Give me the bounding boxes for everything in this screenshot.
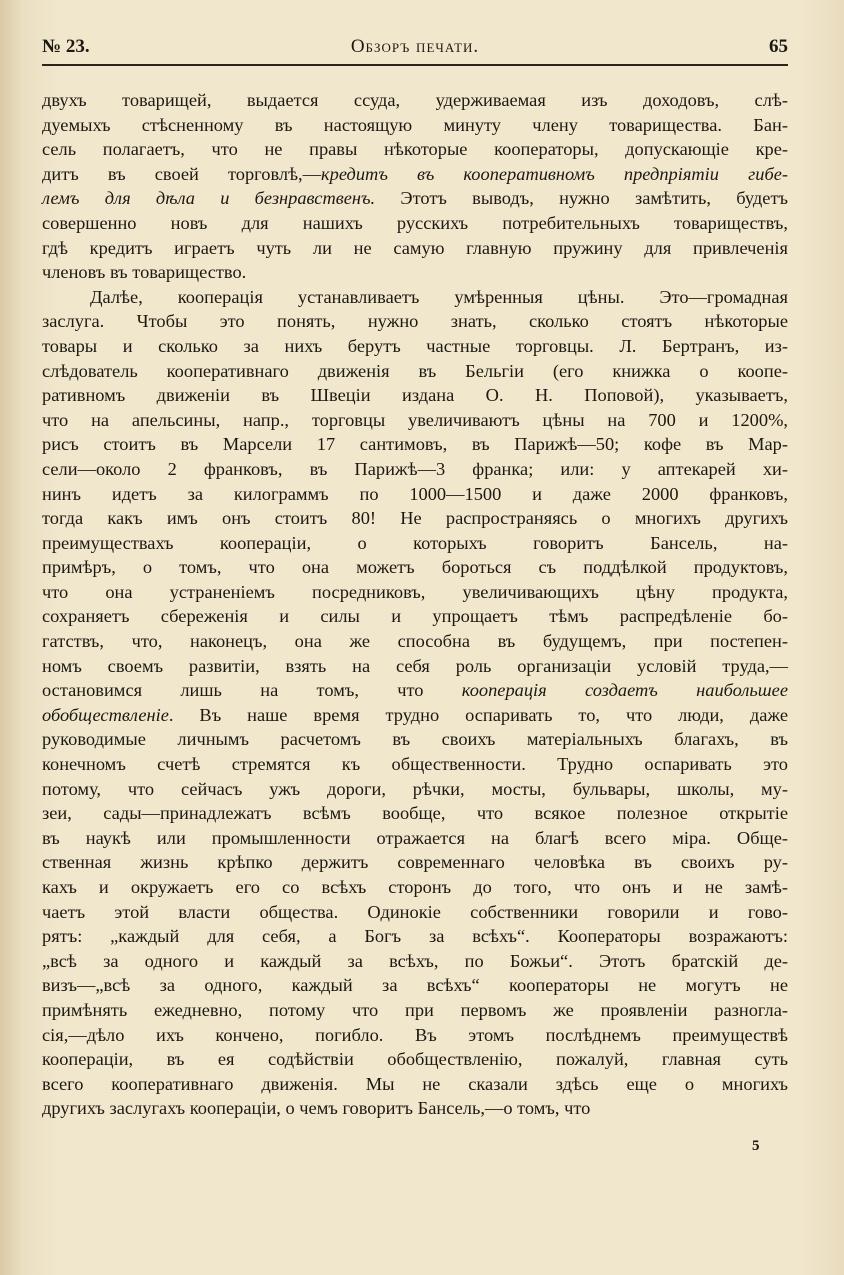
- text-line: ративномъ движеніи въ Швеціи издана О. Н. Поповой), указываетъ,: [42, 385, 788, 406]
- text-line: дуемыхъ стѣсненному въ настоящую минуту члену товарищества. Бан-: [42, 114, 788, 135]
- text-line: гдѣ кредитъ играетъ чуть ли не самую главную пружину для привлеченія: [42, 237, 788, 258]
- text-segment: Этотъ выводъ, нужно замѣтить, будетъ: [375, 188, 788, 209]
- signature-mark: 5: [752, 1138, 760, 1154]
- text-line: коопераціи, въ ея содѣйствіи обобществленію, пожалуй, главная суть: [42, 1049, 788, 1070]
- running-header: [42, 34, 788, 62]
- text-line: сія,—дѣло ихъ кончено, погибло. Въ этомъ послѣднемъ преимуществѣ: [42, 1024, 788, 1045]
- text-line: [42, 703, 788, 728]
- text-line: двухъ товарищей, выдается ссуда, удерживаемая изъ доходовъ, слѣ-: [42, 90, 788, 110]
- text-line: номъ своемъ развитіи, взять на себя роль организаціи условій труда,—: [42, 655, 788, 676]
- text-line: [42, 678, 788, 703]
- italic-segment: лемъ для дѣла и безнравственъ.: [42, 188, 376, 209]
- text-line: заслуга. Чтобы это понять, нужно знать, сколько стоятъ нѣкоторые: [42, 311, 788, 332]
- text-line: зеи, сады—принадлежатъ всѣмъ вообще, что всякое полезное открытіе: [42, 803, 788, 824]
- text-segment: остановимся лишь на томъ, что: [42, 680, 462, 701]
- text-line: ственная жизнь крѣпко держитъ современнаго человѣка въ своихъ ру-: [42, 852, 788, 873]
- text-line: примѣръ, о томъ, что она можетъ бороться съ поддѣлкой продуктовъ,: [42, 557, 788, 578]
- text-line: [42, 186, 788, 211]
- text-line: что на апельсины, напр., торговцы увеличиваютъ цѣны на 700 и 1200%,: [42, 409, 788, 430]
- text-segment: дитъ въ своей торговлѣ,—: [42, 163, 322, 184]
- text-line: примѣнять ежедневно, потому что при первомъ же проявленіи разногла-: [42, 999, 788, 1020]
- text-line: сель полагаетъ, что не правы нѣкоторые кооператоры, допускающіе кре-: [42, 139, 788, 160]
- text-line: чаетъ этой власти общества. Одинокіе собственники говорили и гово-: [42, 901, 788, 922]
- text-line: въ наукѣ или промышленности отражается на благѣ всего міра. Обще-: [42, 827, 788, 848]
- text-line: рятъ: „каждый для себя, а Богъ за всѣхъ“. Кооператоры возражаютъ:: [42, 926, 788, 947]
- text-line: преимуществахъ коопераціи, о которыхъ говоритъ Бансель, на-: [42, 532, 788, 553]
- italic-segment: кредитъ въ кооперативномъ предпріятіи гибе-: [321, 163, 788, 184]
- text-line: рисъ стоитъ въ Марсели 17 сантимовъ, въ Парижѣ—50; кофе въ Мар-: [42, 434, 788, 455]
- italic-segment: обобществленіе: [42, 704, 169, 725]
- section-title: Обзоръ печати.: [350, 36, 480, 57]
- text-line: конечномъ счетѣ стремятся къ общественности. Трудно оспаривать это: [42, 754, 788, 775]
- text-line: слѣдователь кооперативнаго движенія въ Бельгіи (его книжка о коопе-: [42, 360, 788, 381]
- text-line: сохраняетъ сбереженія и силы и упрощаетъ тѣмъ распредѣленіе бо-: [42, 606, 788, 627]
- text-line: нинъ идетъ за килограммъ по 1000—1500 и даже 2000 франковъ,: [42, 483, 788, 504]
- text-line: всего кооперативнаго движенія. Мы не сказали здѣсь еще о многихъ: [42, 1073, 788, 1094]
- header-rule: [42, 64, 788, 66]
- text-line: другихъ заслугахъ коопераціи, о чемъ говоритъ Бансель,—о томъ, что: [42, 1098, 591, 1119]
- text-line: кахъ и окружаетъ его со всѣхъ сторонъ до того, что онъ и не замѣ-: [42, 877, 788, 897]
- italic-segment: кооперація создаетъ наибольшее: [461, 680, 788, 701]
- page-number: 65: [769, 36, 788, 57]
- text-line: тогда какъ имъ онъ стоитъ 80! Не распространяясь о многихъ другихъ: [42, 508, 788, 529]
- text-line: членовъ въ товарищество.: [42, 262, 247, 283]
- text-line: [42, 162, 788, 187]
- text-line: Далѣе, кооперація устанавливаетъ умѣренныя цѣны. Это—громадная: [90, 286, 788, 307]
- issue-number: № 23.: [42, 36, 90, 57]
- text-line: товары и сколько за нихъ берутъ частные торговцы. Л. Бертранъ, из-: [42, 335, 788, 356]
- text-line: „всѣ за одного и каждый за всѣхъ, по Божьи“. Этотъ братскій де-: [42, 950, 788, 971]
- text-line: сели—около 2 франковъ, въ Парижѣ—3 франка; или: у аптекарей хи-: [42, 458, 788, 479]
- text-line: совершенно новъ для нашихъ русскихъ потребительныхъ товариществъ,: [42, 212, 788, 233]
- text-line: руководимые личнымъ расчетомъ въ своихъ матеріальныхъ благахъ, въ: [42, 729, 788, 750]
- text-line: потому, что сейчасъ ужъ дороги, рѣчки, мосты, бульвары, школы, му-: [42, 778, 788, 799]
- text-line: визъ—„всѣ за одного, каждый за всѣхъ“ кооператоры не могутъ не: [42, 975, 788, 996]
- text-segment: . Въ наше время трудно оспаривать то, что люди, даже: [168, 704, 788, 725]
- text-line: гатствъ, что, наконецъ, она же способна въ будущемъ, при постепен-: [42, 631, 788, 652]
- text-line: что она устраненіемъ посредниковъ, увеличивающихъ цѣну продукта,: [42, 581, 788, 602]
- article-body: [42, 88, 788, 1121]
